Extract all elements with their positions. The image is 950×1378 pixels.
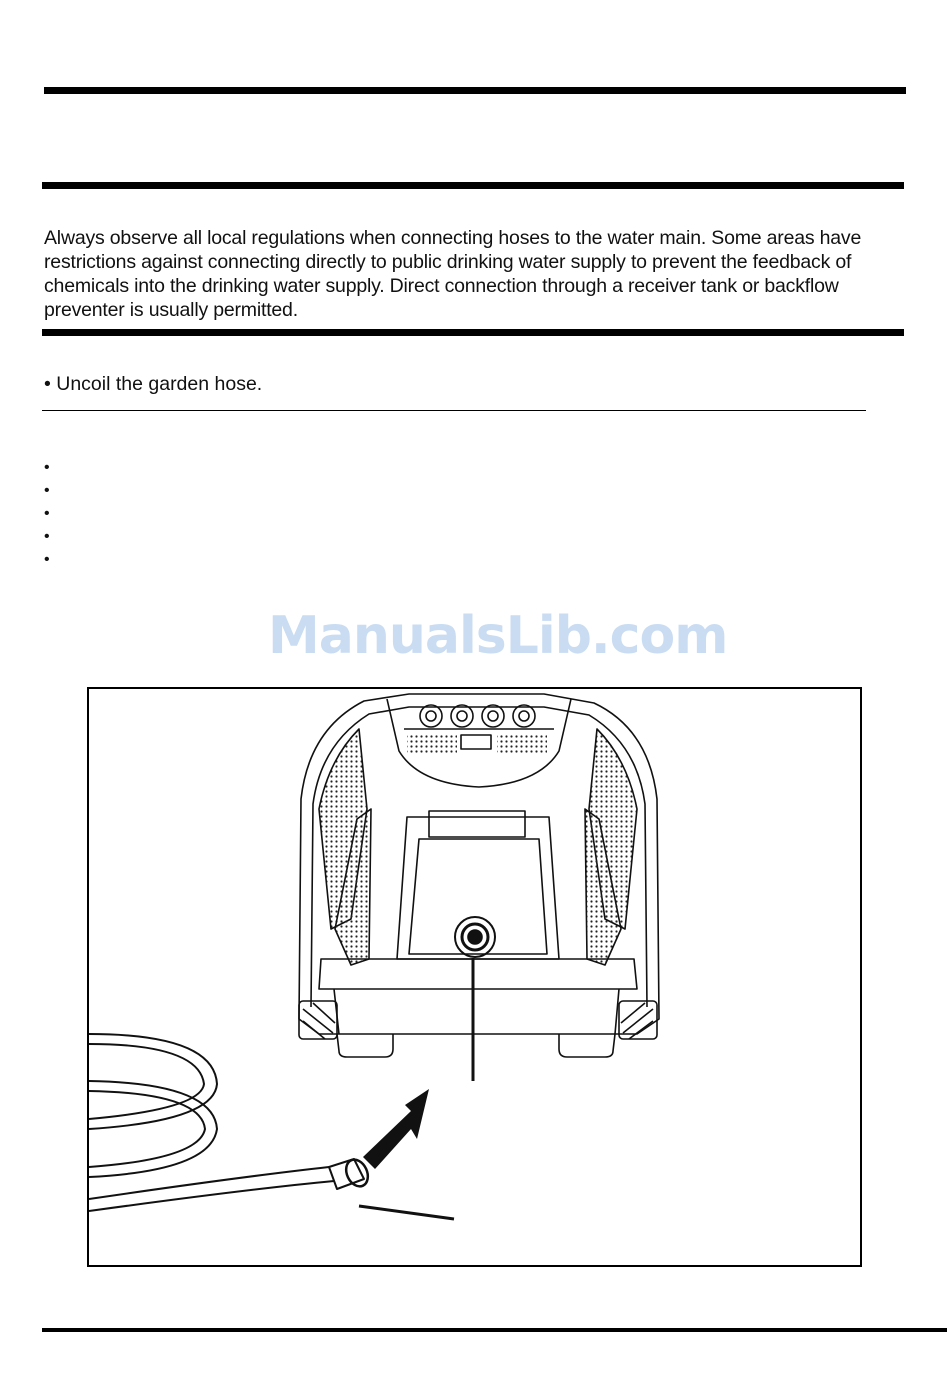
list-item: • <box>44 528 50 545</box>
figure-hose-connection <box>87 687 862 1267</box>
header-top-rule <box>44 87 906 94</box>
header-bottom-rule <box>42 182 904 189</box>
step-divider <box>42 410 866 411</box>
list-item: • <box>44 551 50 568</box>
warning-bottom-rule <box>42 329 904 336</box>
list-item: • <box>44 482 50 499</box>
step-uncoil-hose: • Uncoil the garden hose. <box>44 373 263 395</box>
watermark: ManualsLib.com <box>268 606 728 666</box>
connection-arrow <box>363 1089 429 1169</box>
footer-rule <box>42 1328 947 1332</box>
list-item: • <box>44 505 50 522</box>
pressure-washer-illustration <box>89 689 862 1267</box>
list-item: • <box>44 459 50 476</box>
bullet-list <box>44 456 50 571</box>
warning-paragraph: Always observe all local regulations when connecting hoses to the water main. Some areas have restrictions against connecting directly to public drinking water supply to prevent the feedback of chemicals into the drinking water supply. Direct connection through a receiver tank or backflow preventer is usually permitted. <box>44 227 862 321</box>
